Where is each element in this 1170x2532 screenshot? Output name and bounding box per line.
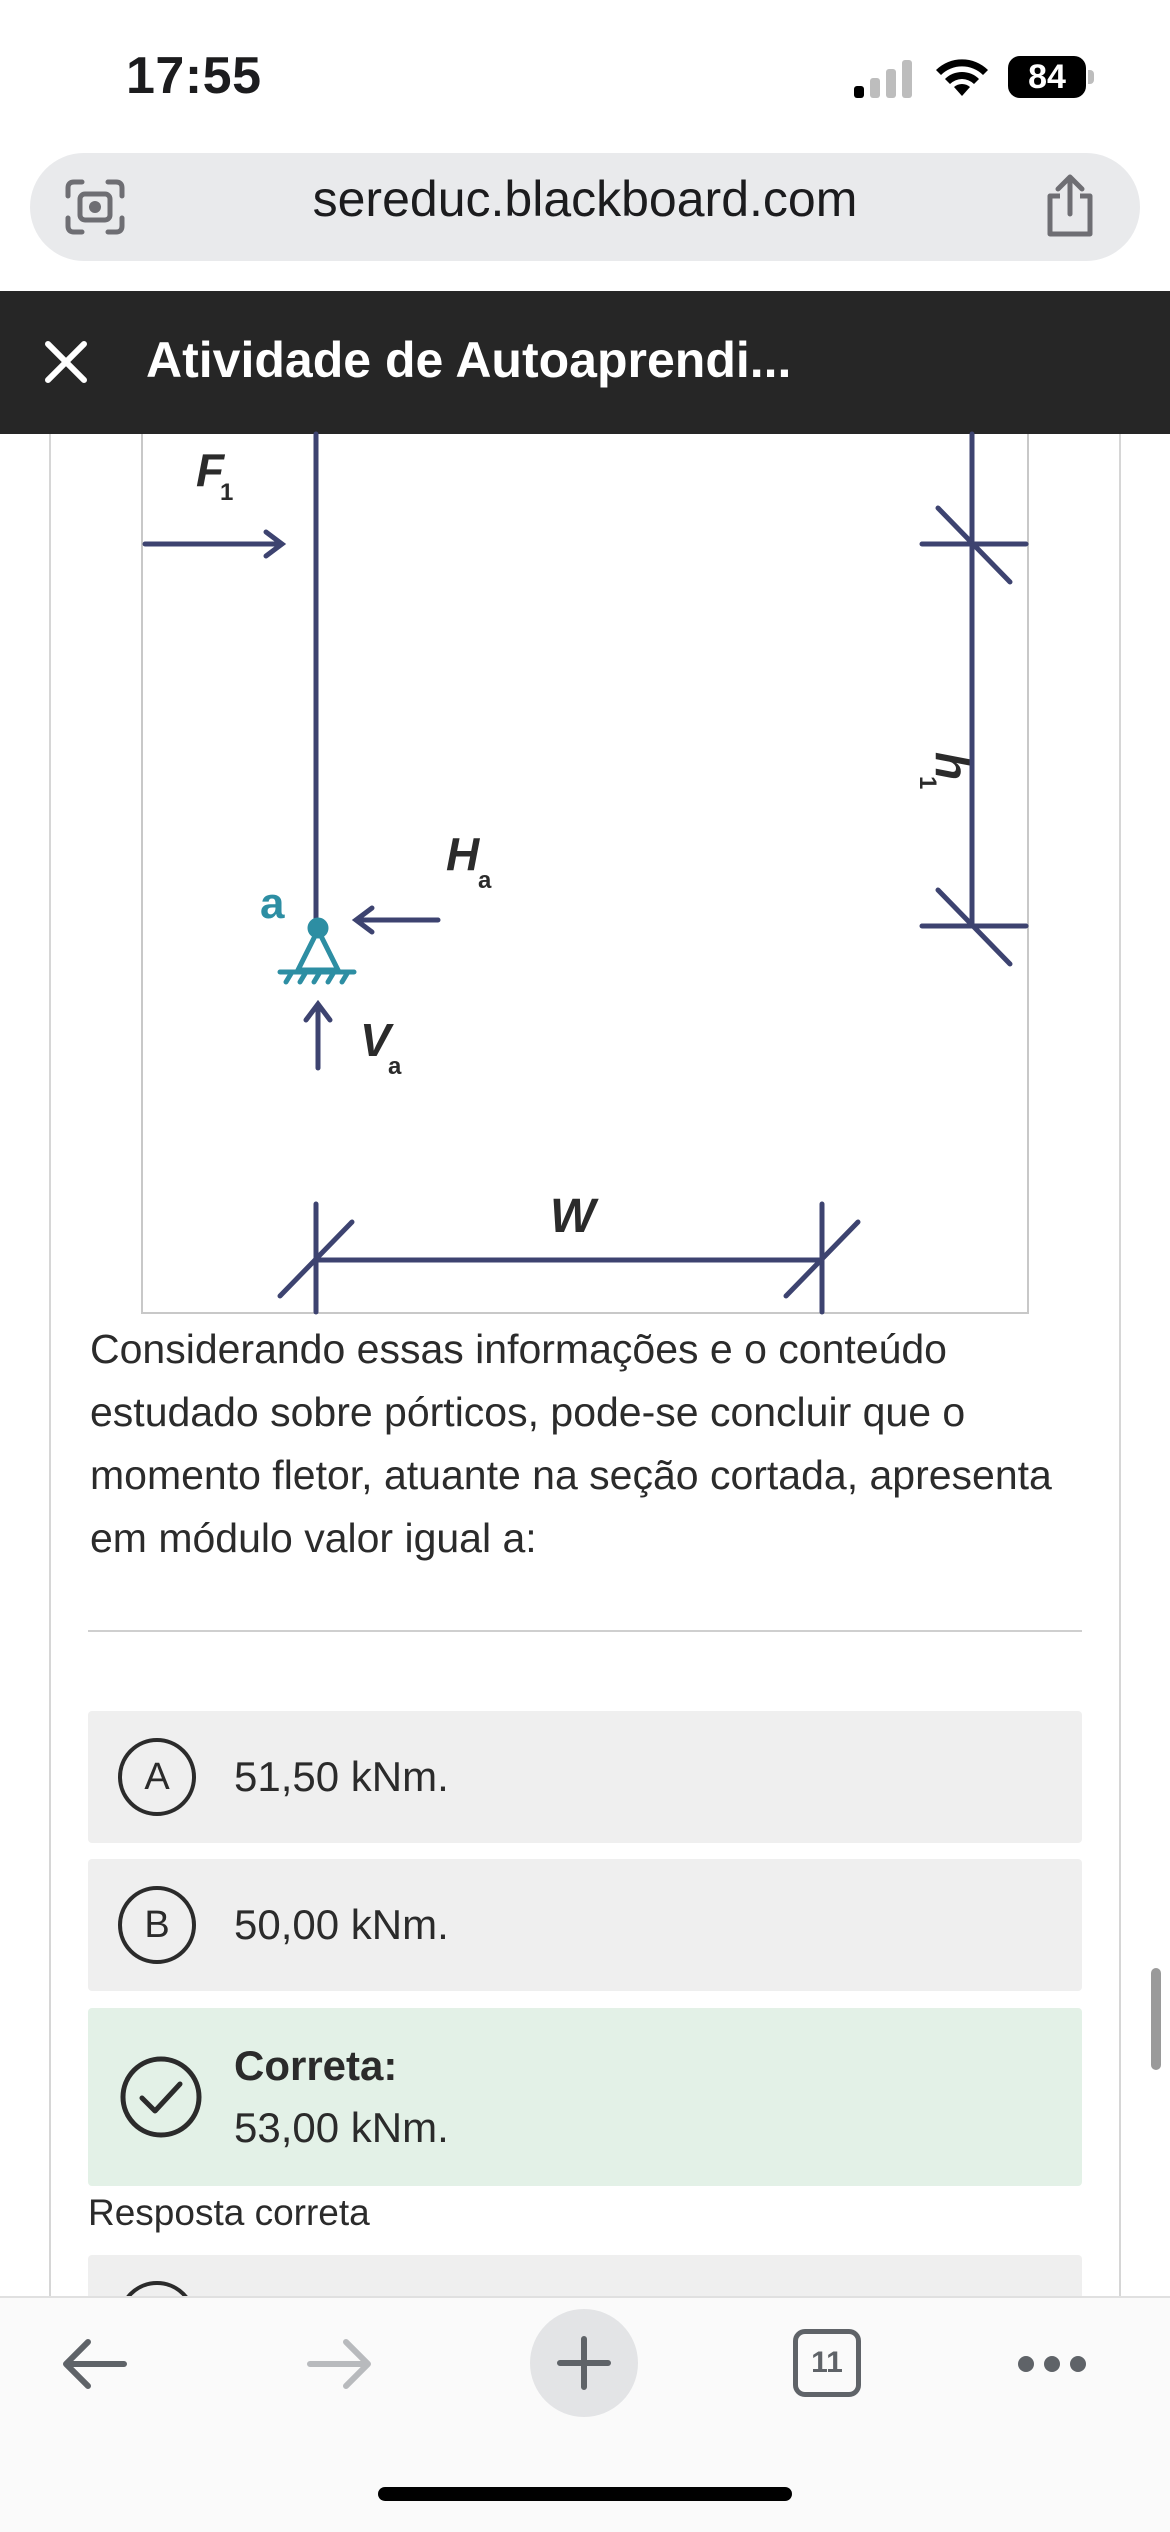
pinned-support [280, 920, 354, 982]
label-h1-sub: 1 [914, 776, 941, 790]
label-f1-sub: 1 [220, 479, 234, 506]
question-text: Considerando essas informações e o conteúdo estudado sobre pórticos, pode-se concluir que o momento fletor, atuante na seção cortada, apresenta em módulo valor igual a: [90, 1326, 1052, 1561]
status-time: 17:55 [126, 47, 262, 105]
url-text[interactable]: sereduc.blackboard.com [312, 171, 858, 227]
option-a-text: 51,50 kNm. [234, 1753, 449, 1800]
label-va: V [360, 1014, 391, 1066]
option-a[interactable] [88, 1711, 1082, 1843]
label-ha-sub: a [478, 867, 492, 894]
label-va-sub: a [388, 1053, 402, 1080]
label-support-a: a [260, 879, 285, 928]
activity-title: Atividade de Autoaprendi... [146, 332, 792, 388]
more-options-icon[interactable] [1016, 2354, 1088, 2374]
option-a-letter: A [118, 1738, 196, 1816]
plus-icon [556, 2335, 612, 2391]
battery-indicator: 84 [1008, 56, 1086, 98]
forward-arrow-icon[interactable] [304, 2336, 374, 2392]
option-c-correct[interactable] [88, 2008, 1082, 2186]
label-w: W [550, 1190, 596, 1243]
tab-switcher-button[interactable]: 11 [793, 2329, 861, 2397]
option-b-text: 50,00 kNm. [234, 1901, 449, 1948]
option-b[interactable] [88, 1859, 1082, 1991]
check-circle-icon [118, 2054, 204, 2140]
divider [88, 1630, 1082, 1632]
option-c-status: Correta: [234, 2042, 398, 2089]
correct-answer-label: Resposta correta [88, 2192, 370, 2233]
option-b-letter: B [118, 1886, 196, 1964]
home-indicator [378, 2487, 792, 2501]
option-c-text: 53,00 kNm. [234, 2104, 449, 2151]
label-h1: h [926, 752, 978, 781]
back-arrow-icon[interactable] [60, 2336, 130, 2392]
label-f1: F [196, 444, 225, 496]
label-ha: H [446, 828, 480, 880]
scrollbar-thumb[interactable] [1151, 1968, 1161, 2070]
